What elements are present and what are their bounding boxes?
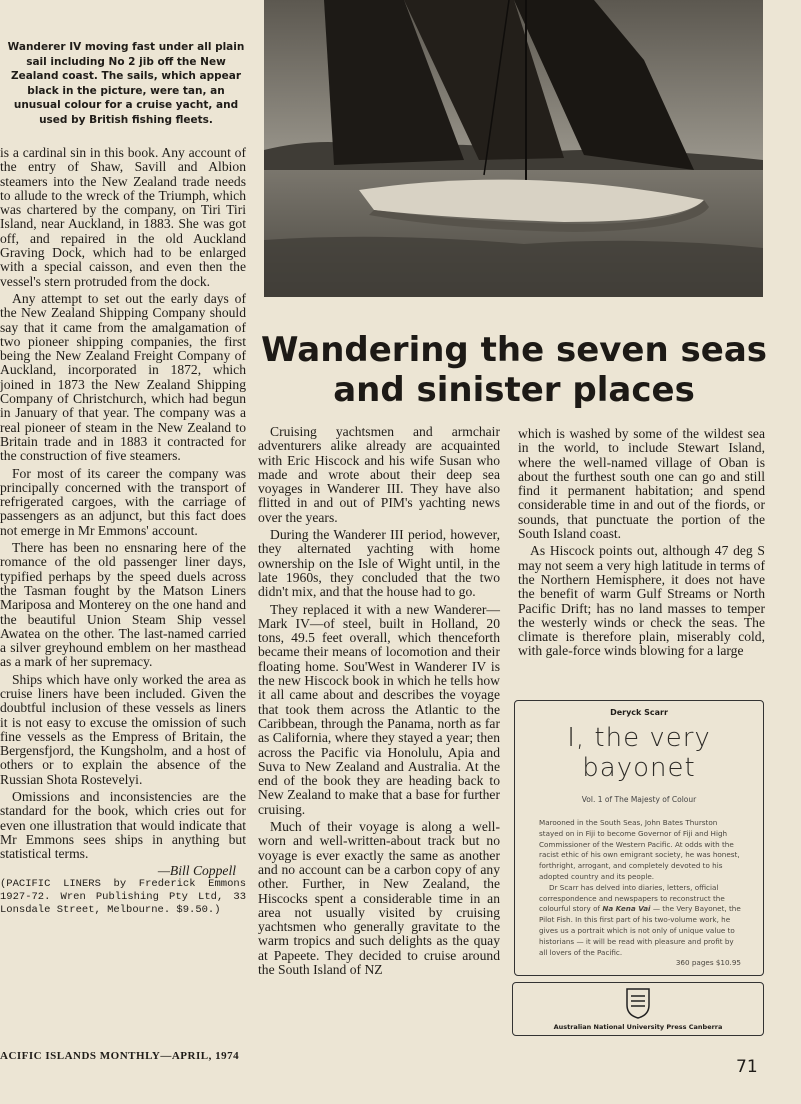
column-1 — [0, 146, 246, 917]
ad-author: Deryck Scarr — [610, 708, 668, 717]
publisher-name: Australian National University Press Canberra — [553, 1023, 723, 1031]
university-crest-icon — [513, 987, 763, 1023]
ad-italic-title: Na Kena Vai — [602, 904, 651, 914]
column-2 — [258, 425, 500, 977]
paragraph: For most of its career the company was principally concerned with the transport of refrigerated cargoes, with the carriage of passengers as an adjunct, but this fact does not emerge in Mr Emmons' account. — [0, 465, 246, 538]
column-3 — [518, 427, 765, 659]
headline-line-2: and sinister places — [333, 370, 695, 410]
ad-body-2: Dr Scarr has delved into diaries, letters, official correspondence and newspapers to reconstruct the colourful story of Na Kena Vai — the Very Bayonet, the Pilot Fish. In this first part of his two-volume work, he gives us a portrait which is not only of unique value to historians — it will be read with pleasure and profit by all lovers of the Pacific. — [539, 882, 741, 957]
paragraph: During the Wanderer III period, however, they alternated yachting with home ownership on the Isle of Wight until, in the late 1960s, they concluded that the two didn't mix, and that the house had to go. — [258, 527, 500, 600]
paragraph: Much of their voyage is along a well-worn and well-written-about track but no voyage is ever exactly the same as another and no account can be a carbon copy of any other. Further, in New Zealand, the Hiscocks spent a considerable time in an area not usually visited by cruising yachtsmen who generally gravitate to the warm tropics and such delights as the quay at Papeete. They decided to cruise around the South Island of NZ — [258, 819, 500, 977]
yacht-photo — [264, 0, 763, 297]
paragraph: They replaced it with a new Wanderer—Mark IV—of steel, built in Holland, 20 tons, 49.5 feet overall, which thenceforth became their means of locomotion and their floating home. Sou'West in Wanderer IV is the new Hiscock book in which he tells how it all came about and describes the voyage that took them across the Atlantic to the Caribbean, through the Panama, north as far as California, where they stayed a year; then across the Pacific via Honolulu, Apia and Suva to New Zealand and Australia. At the end of the book they are heading back to New Zealand to make that a base for further cruising. — [258, 601, 500, 817]
paragraph: is a cardinal sin in this book. Any account of the entry of Shaw, Savill and Albion steamers into the New Zealand trade needs to allude to the wreck of the Triumph, which was chartered by the company, on Tiri Tiri Island, near Auckland, in 1883. She was got off, and repaired in the old Auckland Graving Dock, which had to be enlarged with a special caisson, and even then the vessel's stern protruded from the dock. — [0, 145, 246, 289]
sailboat-image — [264, 0, 763, 297]
article-headline — [256, 330, 772, 410]
paragraph: Ships which have only worked the area as cruise liners have been included. Given the doubtful inclusion of these vessels as liners it is not easy to excuse the omission of such fine vessels as the Empress of Britain, the Bergensfjord, the Kungsholm, and a host of others or to explain the absence of the Russian Shota Rostevelyi. — [0, 671, 246, 787]
paragraph: which is washed by some of the wildest sea in the world, to include Stewart Island, where the well-named village of Oban is about the furthest south one can go and still find it permanent habitation; and spend considerable time in and out of the fiords, or sounds, that punctuate the portion of the South Island coast. — [518, 426, 765, 542]
ad-book-title: I, the very bayonet — [567, 723, 711, 783]
headline-line-1: Wandering the seven seas — [260, 330, 768, 370]
book-reference: (PACIFIC LINERS by Frederick Emmons 1927-72. Wren Publishing Pty Ltd, 33 Lonsdale Street, Melbourne. $9.50.) — [0, 877, 246, 916]
ad-description — [539, 818, 741, 969]
page-number: 71 — [736, 1057, 758, 1077]
review-signature: —Bill Coppell — [157, 862, 236, 878]
paragraph: Omissions and inconsistencies are the standard for the book, which cries out for even one illustration that would indicate that Mr Emmons sees ships in anything but statistical terms. — [0, 789, 246, 862]
ad-price: 360 pages $10.95 — [675, 958, 741, 968]
photo-caption: Wanderer IV moving fast under all plain sail including No 2 jib off the New Zealand coast. The sails, which appear black in the picture, were tan, an unusual colour for a cruise yacht, and used by British fishing fleets. — [7, 41, 245, 126]
publisher-advertisement — [512, 982, 764, 1036]
paragraph: Any attempt to set out the early days of the New Zealand Shipping Company should say that it came from the amalgamation of two pioneer shipping companies, the first being the New Zealand Freight Company of Auckland, incorporated in 1872, which joined in 1873 the New Zealand Shipping Company of Christchurch, which had begun in January of that year. The company was a real pioneer of steam in the New Zealand to Britain trade and in 1883 it contracted for the construction of five steamers. — [0, 290, 246, 464]
page-footer: ACIFIC ISLANDS MONTHLY—APRIL, 1974 — [0, 1050, 240, 1062]
paragraph: Cruising yachtsmen and armchair adventurers alike already are acquainted with Eric Hiscock and his wife Susan who made and wrote about their deep sea voyages in Wanderer III. They have also flitted in and out of PIM's yachting news over the years. — [258, 424, 500, 525]
book-advertisement — [514, 700, 764, 976]
paragraph: There has been no ensnaring here of the romance of the old passenger liner days, typified perhaps by the speed duels across the Tasman fought by the Matson Liners Mariposa and Monterey on the one hand and the beautiful Union Steam Ship vessel Awatea on the other. The last-named carried a silver greyhound emblem on her masthead as a mark of her supremacy. — [0, 540, 246, 670]
ad-subtitle: Vol. 1 of The Majesty of Colour — [581, 795, 697, 804]
paragraph: As Hiscock points out, although 47 deg S may not seem a very high latitude in terms of the Northern Hemisphere, it does not have the benefit of warm Gulf Streams or North Pacific Drift; has no land masses to temper the westerly winds or check the seas. The climate is therefore plain, miserably cold, with gale-force winds blowing for a large — [518, 543, 765, 659]
ad-body-1: Marooned in the South Seas, John Bates Thurston stayed on in Fiji to become Governor of Fiji and High Commissioner of the Western Pacific. At odds with the racist ethic of his own emigrant society, he was honest, forthright, arrogant, and completely devoted to his adopted country and its people. — [539, 818, 740, 881]
